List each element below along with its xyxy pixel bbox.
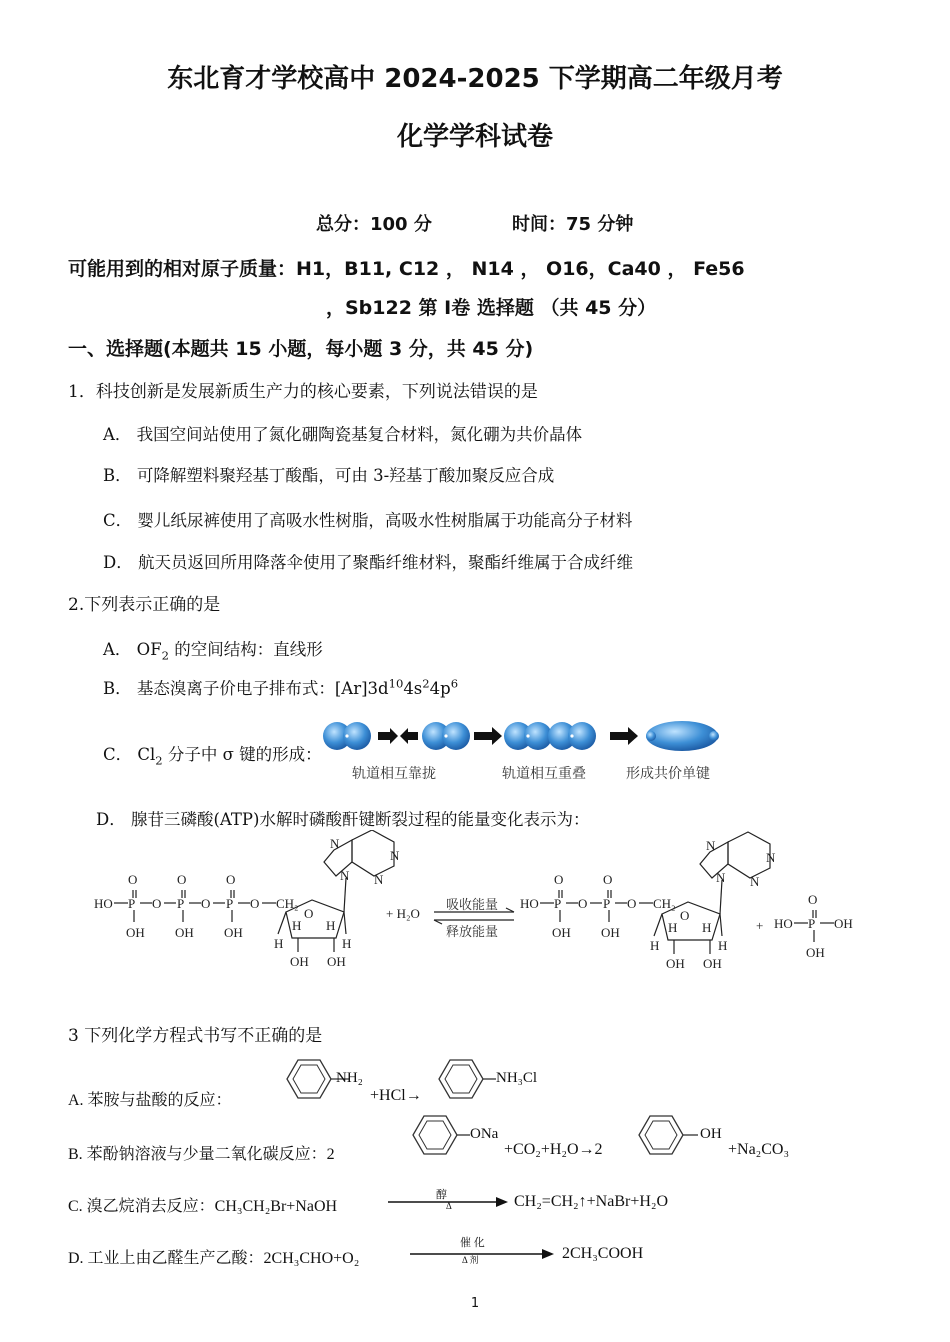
svg-text:P: P xyxy=(226,896,234,911)
approach-arrows xyxy=(378,728,418,744)
co2-water-reagent: +CO₂+H₂O→2 xyxy=(504,1141,603,1158)
q3-option-b: B. 苯酚钠溶液与少量二氧化碳反应：2 xyxy=(68,1146,335,1163)
page-number: 1 xyxy=(470,1296,480,1311)
svg-text:H: H xyxy=(292,918,302,933)
svg-text:HO: HO xyxy=(774,916,793,931)
svg-text:H: H xyxy=(668,920,678,935)
svg-text:OH: OH xyxy=(806,945,825,960)
svg-text:OH: OH xyxy=(224,925,243,940)
orbital-pair-apart xyxy=(323,722,371,750)
q3-option-c-left: C. 溴乙烷消去反应：CH₃CH₂Br+NaOH xyxy=(68,1198,338,1215)
sigma-bond-orbital xyxy=(646,721,719,751)
svg-text:O: O xyxy=(627,896,637,911)
svg-text:OH: OH xyxy=(290,954,309,969)
svg-text:OH: OH xyxy=(126,925,145,940)
svg-text:O: O xyxy=(177,872,187,887)
svg-text:N: N xyxy=(340,868,350,883)
svg-text:H: H xyxy=(650,938,660,953)
exam-time: 时间：75 分钟 xyxy=(512,214,634,235)
svg-text:O: O xyxy=(250,896,260,911)
total-score: 总分：100 分 xyxy=(316,214,432,235)
svg-text:H: H xyxy=(718,938,728,953)
svg-text:N: N xyxy=(750,874,760,889)
sodium-carbonate: +Na₂CO₃ xyxy=(728,1141,790,1158)
svg-text:N: N xyxy=(374,872,384,887)
nh3cl-group: NH₃Cl xyxy=(496,1070,538,1086)
adp-ribose xyxy=(650,880,727,971)
svg-text:P: P xyxy=(128,896,136,911)
arrow-1 xyxy=(474,727,502,745)
q1-option-b: B． 可降解塑料聚羟基丁酸酯，可由 3-羟基丁酸加聚反应合成 xyxy=(103,466,555,485)
water-label: + H₂O xyxy=(386,906,420,921)
q2-option-d: D． 腺苷三磷酸(ATP)水解时磷酸酐键断裂过程的能量变化表示为： xyxy=(96,810,590,829)
exam-subtitle: 化学学科试卷 xyxy=(396,122,553,152)
oh-group: OH xyxy=(700,1126,722,1142)
atp-adenine xyxy=(324,830,400,887)
svg-text:H: H xyxy=(342,936,352,951)
q3-option-d-right: 2CH₃COOH xyxy=(562,1245,644,1262)
svg-text:OH: OH xyxy=(552,925,571,940)
svg-text:O: O xyxy=(201,896,211,911)
svg-text:N: N xyxy=(766,850,776,865)
q2-option-c: C． $Cl_2$ 分子中 σ 键的形成： xyxy=(103,745,322,768)
atp-phosphate-chain xyxy=(94,872,302,940)
svg-text:P: P xyxy=(603,896,611,911)
section-line: ，Sb122 第 Ⅰ卷 选择题 （共 45 分） xyxy=(326,297,657,319)
q1-option-a: A． 我国空间站使用了氮化硼陶瓷基复合材料，氮化硼为共价晶体 xyxy=(103,425,583,444)
svg-text:H: H xyxy=(326,918,336,933)
phosphoric-acid xyxy=(774,892,853,960)
arrow-2 xyxy=(610,727,638,745)
absorb-energy-label: 吸收能量 xyxy=(446,898,499,913)
q1-option-c: C． 婴儿纸尿裤使用了高吸水性树脂，高吸水性树脂属于功能高分子材料 xyxy=(103,511,633,530)
q1-option-d: D． 航天员返回所用降落伞使用了聚酯纤维材料，聚酯纤维属于合成纤维 xyxy=(103,553,633,572)
svg-text:O: O xyxy=(578,896,588,911)
svg-text:HO: HO xyxy=(94,896,113,911)
condition-heat-c: Δ xyxy=(446,1201,452,1211)
svg-text:H: H xyxy=(702,920,712,935)
svg-text:O: O xyxy=(680,908,690,923)
atomic-masses: 可能用到的相对原子质量：H1，B11, C12 ， N14 ， O16，Ca40 ， Fe56 xyxy=(68,258,745,280)
label-overlap: 轨道相互重叠 xyxy=(502,766,586,782)
svg-text:P: P xyxy=(177,896,185,911)
hcl-reagent: +HCl→ xyxy=(370,1087,422,1104)
svg-text:O: O xyxy=(554,872,564,887)
svg-text:O: O xyxy=(226,872,236,887)
svg-text:CH₂: CH₂ xyxy=(276,896,299,911)
release-energy-label: 释放能量 xyxy=(446,925,499,940)
svg-text:N: N xyxy=(390,848,400,863)
svg-text:O: O xyxy=(603,872,613,887)
condition-heat-d: Δ 剂 xyxy=(462,1255,479,1265)
q3-stem: 3 下列化学方程式书写不正确的是 xyxy=(68,1026,323,1046)
q3-option-c-right: CH₂=CH₂↑+NaBr+H₂O xyxy=(514,1193,669,1210)
exam-title: 东北育才学校高中 2024-2025 下学期高二年级月考 xyxy=(167,64,783,94)
svg-text:O: O xyxy=(128,872,138,887)
svg-text:OH: OH xyxy=(834,916,853,931)
adp-adenine xyxy=(700,832,776,889)
ona-group: ONa xyxy=(470,1126,499,1142)
orbital-pair-apart-2 xyxy=(422,722,470,750)
reaction-arrow-d xyxy=(410,1244,560,1264)
svg-text:HO: HO xyxy=(520,896,539,911)
svg-text:OH: OH xyxy=(703,956,722,971)
svg-text:O: O xyxy=(808,892,818,907)
plus-sign: + xyxy=(756,918,764,933)
svg-text:N: N xyxy=(330,836,340,851)
orbital-pair-overlap xyxy=(504,722,596,750)
svg-text:O: O xyxy=(304,906,314,921)
q3-option-a: A. 苯胺与盐酸的反应： xyxy=(68,1092,232,1109)
condition-alcohol: 醇 xyxy=(436,1189,447,1201)
svg-text:OH: OH xyxy=(327,954,346,969)
q2-option-b: B． 基态溴离子价电子排布式：$[Ar]3d^{10}4s^24p^6$ xyxy=(103,676,459,698)
q2-stem: 2.下列表示正确的是 xyxy=(68,595,221,615)
svg-text:OH: OH xyxy=(601,925,620,940)
svg-text:O: O xyxy=(152,896,162,911)
svg-text:OH: OH xyxy=(175,925,194,940)
svg-text:P: P xyxy=(554,896,562,911)
svg-text:N: N xyxy=(716,870,726,885)
section-heading: 一、选择题(本题共 15 小题，每小题 3 分，共 45 分) xyxy=(68,338,534,360)
label-single-bond: 形成共价单键 xyxy=(626,766,710,782)
q3-option-d-left: D. 工业上由乙醛生产乙酸：2CH₃CHO+O₂ xyxy=(68,1250,360,1267)
condition-catalyst: 催 化 xyxy=(460,1237,485,1249)
svg-text:CH₂: CH₂ xyxy=(653,896,676,911)
svg-text:P: P xyxy=(808,916,816,931)
nh2-group: NH₂ xyxy=(336,1070,363,1086)
svg-text:N: N xyxy=(706,838,716,853)
q1-stem: 1．科技创新是发展新质生产力的核心要素，下列说法错误的是 xyxy=(68,382,538,402)
adp-phosphate-chain xyxy=(520,872,676,940)
svg-text:H: H xyxy=(274,936,284,951)
label-approach: 轨道相互靠拢 xyxy=(352,766,436,782)
atp-ribose xyxy=(274,878,351,969)
svg-text:OH: OH xyxy=(666,956,685,971)
q2-option-a: A． $OF_2$ 的空间结构：直线形 xyxy=(103,640,323,663)
